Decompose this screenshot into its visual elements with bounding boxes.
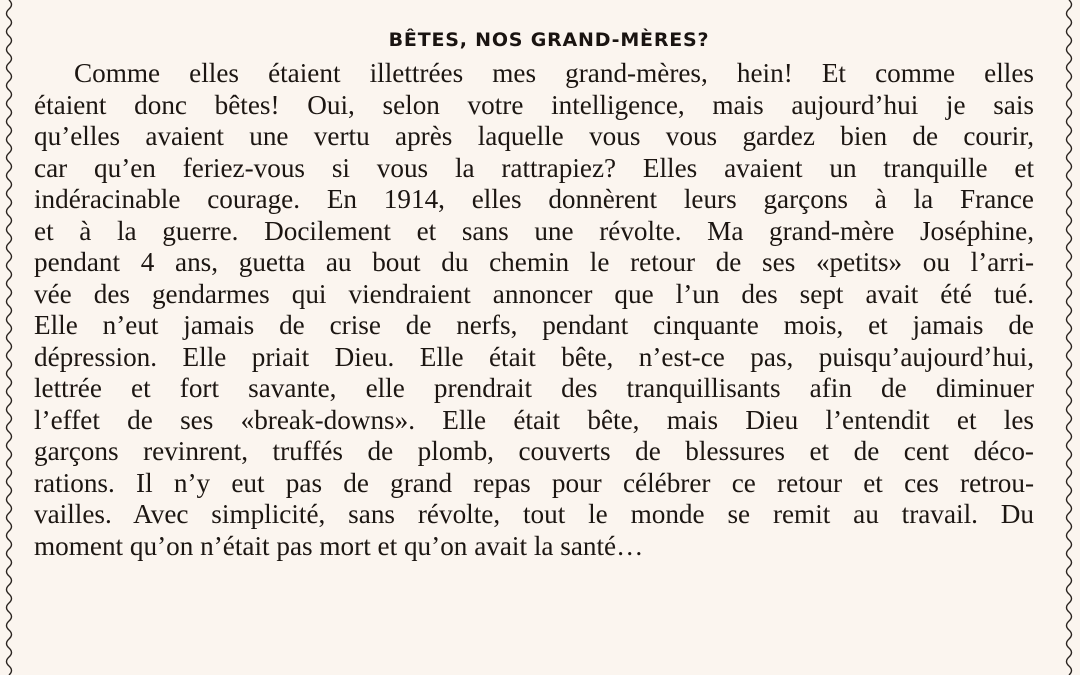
text-line: qu’elles avaient une vertu après laquelle vous vous gardez bien de courir, xyxy=(34,121,1034,151)
text-line: vailles. Avec simplicité, sans révolte, tout le monde se remit au travail. Du xyxy=(34,499,1034,529)
right-wavy-border xyxy=(1062,0,1076,675)
left-wavy-border xyxy=(2,0,16,675)
text-line: étaient donc bêtes! Oui, selon votre intelligence, mais aujourd’hui je sais xyxy=(34,89,1034,120)
text-line: garçons revinrent, truffés de plomb, couverts de blessures et de cent déco- xyxy=(34,436,1034,466)
text-line: et à la guerre. Docilement et sans une révolte. Ma grand-mère Joséphine, xyxy=(34,215,1034,246)
sidebar-title: BÊTES, NOS GRAND-MÈRES? xyxy=(388,29,710,51)
text-line: rations. Il n’y eut pas de grand repas pour célébrer ce retour et ces retrou- xyxy=(34,467,1034,498)
text-line: dépression. Elle priait Dieu. Elle était bête, n’est-ce pas, puisqu’aujourd’hui, xyxy=(34,341,1034,372)
sidebar-body xyxy=(34,58,1034,562)
text-line: car qu’en feriez-vous si vous la rattrapiez? Elles avaient un tranquille et xyxy=(34,152,1034,183)
text-line: Elle n’eut jamais de crise de nerfs, pendant cinquante mois, et jamais de xyxy=(34,310,1034,340)
text-line: pendant 4 ans, guetta au bout du chemin le retour de ses «petits» ou l’arri- xyxy=(34,247,1034,277)
text-line: Comme elles étaient illettrées mes grand-mères, hein! Et comme elles xyxy=(74,58,1034,88)
text-line: lettrée et fort savante, elle prendrait des tranquillisants afin de diminuer xyxy=(34,373,1034,403)
text-line: l’effet de ses «break-downs». Elle était bête, mais Dieu l’entendit et les xyxy=(34,404,1034,435)
text-line: indéracinable courage. En 1914, elles donnèrent leurs garçons à la France xyxy=(34,184,1034,214)
text-line: vée des gendarmes qui viendraient annoncer que l’un des sept avait été tué. xyxy=(34,278,1034,309)
sidebar-box xyxy=(34,26,1034,562)
text-line: moment qu’on n’était pas mort et qu’on avait la santé… xyxy=(34,530,644,561)
